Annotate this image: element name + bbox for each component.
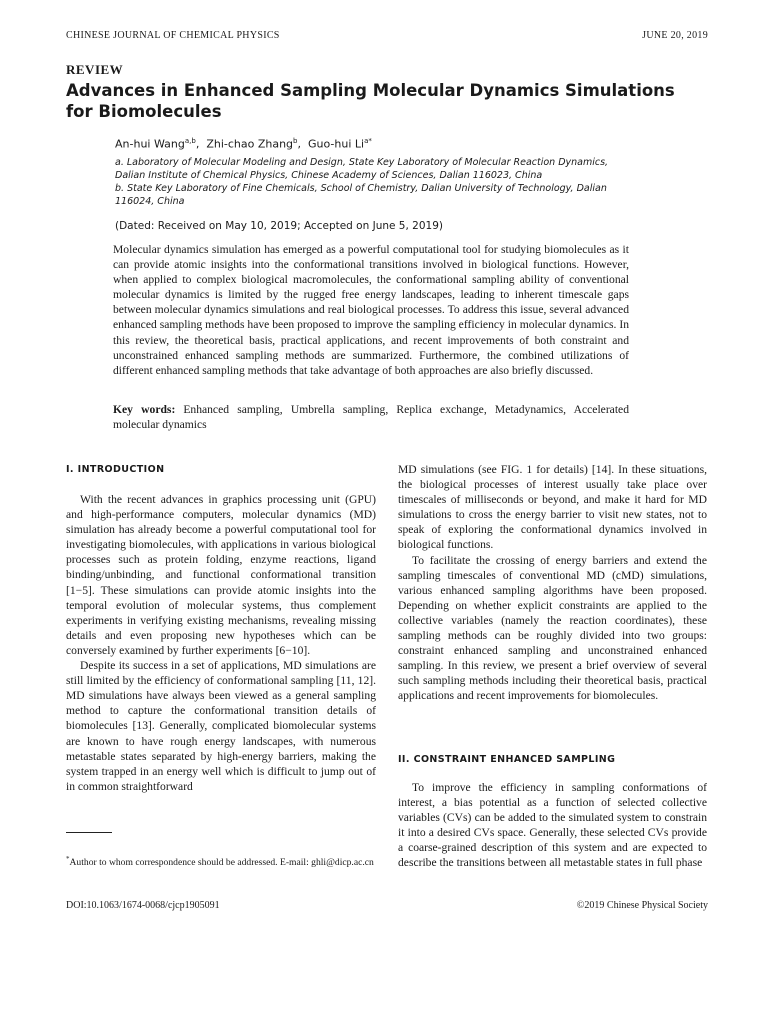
journal-name: CHINESE JOURNAL OF CHEMICAL PHYSICS <box>66 30 280 41</box>
doi: DOI:10.1063/1674-0068/cjcp1905091 <box>66 900 220 911</box>
paragraph: To facilitate the crossing of energy barriers and extend the sampling timescales of conventional MD (cMD) simulations, various enhanced sampling algorithms have been proposed. Depending on whether explicit constraints are applied to the collective variables (namely the reaction coordinates), these sampling methods can be roughly divided into two groups: constraint enhanced sampling and unconstrained enhanced sampling. In this review, we present a brief overview of several such sampling methods including their theoretical basis, practical applications and recent improvements for biomolecules. <box>398 553 707 703</box>
paragraph: Despite its success in a set of applications, MD simulations are still limited by the efficiency of conformational sampling [11, 12]. MD simulations have always been viewed as a general sampling method to capture the conformational transition details of biomolecules [13]. Generally, complicated biomolecular systems are known to have rough energy landscapes, with numerous metastable states separated by high-energy barriers, making the system trapped in an energy well which is difficult to jump out of in common straightforward <box>66 659 376 793</box>
paragraph: MD simulations (see FIG. 1 for details) [14]. In these situations, the biological processes of interest usually take place over timescales of milliseconds or beyond, and make it hard for MD simulations to cross the energy barrier to visit new states, not to speak of exploring the conformational dynamics involved in biological functions. <box>398 463 707 552</box>
affiliation-b: b. State Key Laboratory of Fine Chemicals, School of Chemistry, Dalian University of Technology, Dalian 116024, China <box>115 183 607 207</box>
footnote-mark: * <box>66 855 70 863</box>
article-title: Advances in Enhanced Sampling Molecular Dynamics Simulations for Biomolecules <box>66 81 675 121</box>
footnote <box>66 853 376 870</box>
author-affiliation-mark: a,b <box>184 137 196 145</box>
dates: (Dated: Received on May 10, 2019; Accepted on June 5, 2019) <box>115 220 443 232</box>
author-affiliation-mark: b <box>293 137 298 145</box>
copyright: ©2019 Chinese Physical Society <box>576 900 708 911</box>
abstract: Molecular dynamics simulation has emerged as a powerful computational tool for studying biomolecules as it can provide atomic insights into the conformational transitions involved in biological functions. However, when applied to complex biological macromolecules, the conformational sampling ability of conventional molecular dynamics is limited by the rugged free energy landscapes, leading to inherent timescale gaps between molecular dynamics simulations and real biological processes. To address this issue, several advanced enhanced sampling methods have been proposed to improve the sampling efficiency in molecular dynamics. In this review, the theoretical basis, practical applications, and recent improvements of both constraint and unconstrained enhanced sampling methods are summarized. Furthermore, the combined utilizations of different enhanced sampling methods that take advantage of both approaches are also briefly discussed. <box>113 243 629 377</box>
footnote-text: Author to whom correspondence should be addressed. E-mail: ghli@dicp.ac.cn <box>69 857 374 869</box>
keywords-label: Key words: <box>113 403 176 416</box>
author-list: An-hui Wang$^{a,b}$, Zhi-chao Zhang$^b$, Guo-hui $Li^{a*}$ <box>115 137 372 151</box>
constraint-section-text <box>398 780 707 871</box>
paragraph: With the recent advances in graphics processing unit (GPU) and high-performance computers, molecular dynamics (MD) simulation has already become a powerful computational tool for investigating biomolecules, with applications in various biological processes such as protein folding, enzyme reactions, ligand binding/unbinding, and functional conformational transition [1−5]. These simulations can provide atomic insights into the temporal evolution of molecular systems, thus complement experiments in verifying existing mechanisms, revealing missing details and even proposing new hypotheses which can be conversely examined by further experiments [6−10]. <box>66 493 376 657</box>
keywords-text: Enhanced sampling, Umbrella sampling, Replica exchange, Metadynamics, Accelerated molecular dynamics <box>113 403 629 432</box>
issue-date: JUNE 20, 2019 <box>642 30 708 41</box>
footnote-divider <box>66 832 112 833</box>
paragraph: To improve the efficiency in sampling conformations of interest, a bias potential as a function of selected collective variables (CVs) can be added to the simulated system to constrain it into a desired CVs space. Generally, these selected CVs provide a coarse-grained description of this system and are expected to describe the transitions between all metastable states in full phase <box>398 781 707 870</box>
section-heading-introduction: I. INTRODUCTION <box>66 464 165 475</box>
section-heading-constraint-sampling: II. CONSTRAINT ENHANCED SAMPLING <box>398 754 616 765</box>
right-column-text <box>398 462 707 704</box>
affiliation-a: a. Laboratory of Molecular Modeling and Design, State Key Laboratory of Molecular Reaction Dynamics, Dalian Institute of Chemical Physics, Chinese Academy of Sciences, Dalian 116023, China <box>115 157 609 181</box>
author-name: Guo-hui Li <box>308 137 365 151</box>
keywords <box>113 402 629 432</box>
author-name: An-hui Wang <box>115 137 185 151</box>
author-affiliation-mark: a* <box>364 137 372 145</box>
left-column-text <box>66 492 376 794</box>
author-name: Zhi-chao Zhang <box>206 137 294 151</box>
article-type: REVIEW <box>66 62 124 77</box>
